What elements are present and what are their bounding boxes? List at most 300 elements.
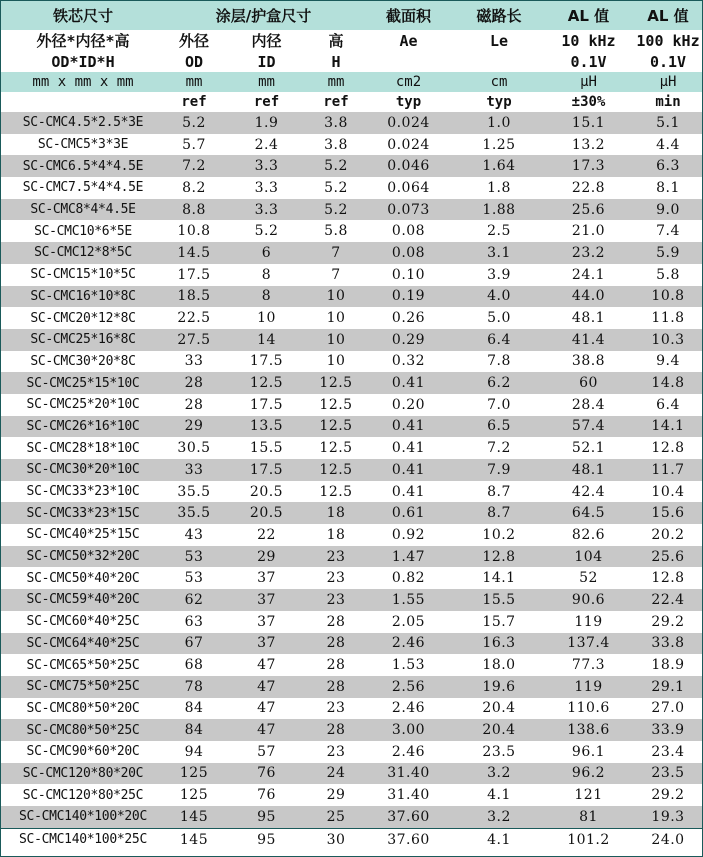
- id-cell: 17.5: [223, 351, 310, 373]
- od-cell: 62: [165, 589, 223, 611]
- le-cell: 19.6: [455, 676, 543, 698]
- id-cell: 37: [223, 633, 310, 655]
- id-cell: 15.5: [223, 437, 310, 459]
- id-cell: 76: [223, 784, 310, 806]
- od-cell: 78: [165, 676, 223, 698]
- header-qualifier: ±30%: [571, 94, 606, 110]
- table-row: [1, 763, 702, 785]
- od-cell: 28: [165, 394, 223, 416]
- table-row: [1, 220, 702, 242]
- le-cell: 1.25: [455, 134, 543, 156]
- od-cell: 67: [165, 633, 223, 655]
- od-cell: 43: [165, 524, 223, 546]
- header-path-length: 磁路长: [455, 1, 543, 30]
- header-param: 高: [328, 32, 344, 50]
- al-10k-cell: 64.5: [543, 502, 634, 524]
- le-cell: 1.8: [455, 177, 543, 199]
- le-cell: 16.3: [455, 633, 543, 655]
- table-row: [1, 199, 702, 221]
- ae-cell: 0.41: [362, 481, 455, 503]
- al-100k-cell: 23.5: [634, 763, 702, 785]
- al-100k-cell: 10.8: [634, 286, 702, 308]
- id-cell: 14: [223, 329, 310, 351]
- height-cell: 23: [310, 589, 362, 611]
- le-cell: 6.2: [455, 372, 543, 394]
- header-row-codes: [1, 51, 702, 72]
- al-100k-cell: 33.9: [634, 719, 702, 741]
- al-100k-cell: 12.8: [634, 437, 702, 459]
- id-cell: 17.5: [223, 394, 310, 416]
- table-row: [1, 676, 702, 698]
- table-row: [1, 372, 702, 394]
- height-cell: 5.2: [310, 199, 362, 221]
- height-cell: 12.5: [310, 416, 362, 438]
- ae-cell: 0.61: [362, 502, 455, 524]
- od-cell: 8.8: [165, 199, 223, 221]
- al-100k-cell: 6.3: [634, 155, 702, 177]
- ae-cell: 1.53: [362, 654, 455, 676]
- height-cell: 18: [310, 502, 362, 524]
- header-code: H: [331, 52, 341, 71]
- ae-cell: 0.26: [362, 307, 455, 329]
- header-code: [362, 51, 455, 72]
- height-cell: 12.5: [310, 437, 362, 459]
- table-row: [1, 633, 702, 655]
- header-unit: mm: [165, 72, 223, 92]
- ae-cell: 31.40: [362, 763, 455, 785]
- le-cell: 15.7: [455, 611, 543, 633]
- table-row: [1, 459, 702, 481]
- header-qualifier: ref: [181, 94, 207, 110]
- id-cell: 1.9: [223, 112, 310, 134]
- al-10k-cell: 44.0: [543, 286, 634, 308]
- od-cell: 35.5: [165, 502, 223, 524]
- ae-cell: 0.32: [362, 351, 455, 373]
- height-cell: 10: [310, 329, 362, 351]
- height-cell: 12.5: [310, 394, 362, 416]
- part-number-cell: SC-CMC64*40*25C: [1, 633, 165, 655]
- part-number-cell: SC-CMC60*40*25C: [1, 611, 165, 633]
- al-100k-cell: 20.2: [634, 524, 702, 546]
- header-unit: μH: [634, 72, 702, 92]
- height-cell: 12.5: [310, 372, 362, 394]
- al-100k-cell: 25.6: [634, 546, 702, 568]
- header-param: 100 kHz: [636, 31, 700, 50]
- header-param: 内径: [251, 32, 282, 50]
- part-number-cell: SC-CMC12*8*5C: [1, 242, 165, 264]
- al-100k-cell: 11.8: [634, 307, 702, 329]
- id-cell: 57: [223, 741, 310, 763]
- part-number-cell: SC-CMC6.5*4*4.5E: [1, 155, 165, 177]
- le-cell: 6.5: [455, 416, 543, 438]
- od-cell: 8.2: [165, 177, 223, 199]
- table-row: [1, 741, 702, 763]
- header-unit: cm: [455, 72, 543, 92]
- table-row: [1, 329, 702, 351]
- header-cross-section: 截面积: [362, 1, 455, 30]
- le-cell: 3.2: [455, 763, 543, 785]
- part-number-cell: SC-CMC28*18*10C: [1, 437, 165, 459]
- le-cell: 8.7: [455, 502, 543, 524]
- al-10k-cell: 28.4: [543, 394, 634, 416]
- header-code: 0.1V: [570, 52, 607, 71]
- al-10k-cell: 38.8: [543, 351, 634, 373]
- od-cell: 33: [165, 459, 223, 481]
- le-cell: 20.4: [455, 698, 543, 720]
- id-cell: 8: [223, 264, 310, 286]
- al-100k-cell: 6.4: [634, 394, 702, 416]
- ae-cell: 0.41: [362, 459, 455, 481]
- le-cell: 1.0: [455, 112, 543, 134]
- le-cell: 15.5: [455, 589, 543, 611]
- ae-cell: 1.55: [362, 589, 455, 611]
- header-al-10k: AL 值: [543, 1, 634, 30]
- le-cell: 7.9: [455, 459, 543, 481]
- od-cell: 30.5: [165, 437, 223, 459]
- ae-cell: 0.20: [362, 394, 455, 416]
- part-number-cell: SC-CMC20*12*8C: [1, 307, 165, 329]
- al-100k-cell: 10.4: [634, 481, 702, 503]
- al-100k-cell: 23.4: [634, 741, 702, 763]
- od-cell: 53: [165, 567, 223, 589]
- part-number-cell: SC-CMC33*23*15C: [1, 502, 165, 524]
- id-cell: 37: [223, 567, 310, 589]
- ae-cell: 2.46: [362, 633, 455, 655]
- od-cell: 84: [165, 698, 223, 720]
- height-cell: 28: [310, 676, 362, 698]
- header-code: OD: [184, 52, 204, 71]
- header-unit: mm: [310, 72, 362, 92]
- header-al-100k: AL 值: [634, 1, 702, 30]
- table-row: [1, 589, 702, 611]
- od-cell: 94: [165, 741, 223, 763]
- ae-cell: 0.41: [362, 372, 455, 394]
- al-10k-cell: 48.1: [543, 307, 634, 329]
- al-10k-cell: 57.4: [543, 416, 634, 438]
- le-cell: 8.7: [455, 481, 543, 503]
- height-cell: 30: [310, 828, 362, 850]
- height-cell: 28: [310, 633, 362, 655]
- height-cell: 3.8: [310, 134, 362, 156]
- header-code: OD*ID*H: [51, 52, 115, 71]
- od-cell: 22.5: [165, 307, 223, 329]
- id-cell: 3.3: [223, 155, 310, 177]
- id-cell: 47: [223, 676, 310, 698]
- le-cell: 1.88: [455, 199, 543, 221]
- id-cell: 47: [223, 654, 310, 676]
- table-row: [1, 481, 702, 503]
- al-10k-cell: 96.1: [543, 741, 634, 763]
- ae-cell: 0.10: [362, 264, 455, 286]
- part-number-cell: SC-CMC4.5*2.5*3E: [1, 112, 165, 134]
- le-cell: 3.2: [455, 806, 543, 828]
- id-cell: 17.5: [223, 459, 310, 481]
- table-row: [1, 437, 702, 459]
- al-10k-cell: 52: [543, 567, 634, 589]
- table-row: [1, 567, 702, 589]
- header-param: 外径: [178, 32, 209, 50]
- table-row: [1, 307, 702, 329]
- al-100k-cell: 7.4: [634, 220, 702, 242]
- od-cell: 27.5: [165, 329, 223, 351]
- al-10k-cell: 77.3: [543, 654, 634, 676]
- header-qualifier: typ: [486, 94, 512, 110]
- le-cell: 1.64: [455, 155, 543, 177]
- id-cell: 95: [223, 806, 310, 828]
- al-10k-cell: 137.4: [543, 633, 634, 655]
- part-number-cell: SC-CMC16*10*8C: [1, 286, 165, 308]
- ae-cell: 0.024: [362, 112, 455, 134]
- table-row: [1, 524, 702, 546]
- ae-cell: 0.073: [362, 199, 455, 221]
- header-unit: mm: [223, 72, 310, 92]
- le-cell: 6.4: [455, 329, 543, 351]
- ae-cell: 2.05: [362, 611, 455, 633]
- height-cell: 10: [310, 286, 362, 308]
- od-cell: 84: [165, 719, 223, 741]
- ae-cell: 0.046: [362, 155, 455, 177]
- id-cell: 20.5: [223, 502, 310, 524]
- table-row: [1, 242, 702, 264]
- height-cell: 5.2: [310, 177, 362, 199]
- le-cell: 14.1: [455, 567, 543, 589]
- table-row: [1, 134, 702, 156]
- table-row: [1, 177, 702, 199]
- id-cell: 2.4: [223, 134, 310, 156]
- id-cell: 6: [223, 242, 310, 264]
- ae-cell: 0.08: [362, 220, 455, 242]
- ae-cell: 0.41: [362, 416, 455, 438]
- al-100k-cell: 14.8: [634, 372, 702, 394]
- table-row: [1, 654, 702, 676]
- part-number-cell: SC-CMC15*10*5C: [1, 264, 165, 286]
- header-row-units: [1, 72, 702, 92]
- part-number-cell: SC-CMC33*23*10C: [1, 481, 165, 503]
- al-10k-cell: 24.1: [543, 264, 634, 286]
- ae-cell: 0.82: [362, 567, 455, 589]
- height-cell: 12.5: [310, 459, 362, 481]
- height-cell: 28: [310, 719, 362, 741]
- ae-cell: 0.92: [362, 524, 455, 546]
- al-100k-cell: 5.8: [634, 264, 702, 286]
- al-10k-cell: 52.1: [543, 437, 634, 459]
- header-param: Le: [489, 31, 509, 50]
- od-cell: 35.5: [165, 481, 223, 503]
- od-cell: 18.5: [165, 286, 223, 308]
- table-row: [1, 416, 702, 438]
- height-cell: 23: [310, 698, 362, 720]
- od-cell: 125: [165, 763, 223, 785]
- id-cell: 5.2: [223, 220, 310, 242]
- height-cell: 5.8: [310, 220, 362, 242]
- core-spec-table: [1, 1, 702, 850]
- id-cell: 29: [223, 546, 310, 568]
- height-cell: 7: [310, 242, 362, 264]
- al-10k-cell: 41.4: [543, 329, 634, 351]
- header-param: 10 kHz: [561, 31, 616, 50]
- id-cell: 37: [223, 589, 310, 611]
- od-cell: 125: [165, 784, 223, 806]
- al-100k-cell: 10.3: [634, 329, 702, 351]
- al-10k-cell: 110.6: [543, 698, 634, 720]
- height-cell: 25: [310, 806, 362, 828]
- id-cell: 10: [223, 307, 310, 329]
- table-row: [1, 286, 702, 308]
- table-row: [1, 828, 702, 850]
- id-cell: 47: [223, 719, 310, 741]
- id-cell: 37: [223, 611, 310, 633]
- al-10k-cell: 21.0: [543, 220, 634, 242]
- al-10k-cell: 17.3: [543, 155, 634, 177]
- le-cell: 23.5: [455, 741, 543, 763]
- header-row-titles: [1, 1, 702, 30]
- al-100k-cell: 14.1: [634, 416, 702, 438]
- al-10k-cell: 15.1: [543, 112, 634, 134]
- ae-cell: 3.00: [362, 719, 455, 741]
- le-cell: 5.0: [455, 307, 543, 329]
- id-cell: 95: [223, 828, 310, 850]
- al-10k-cell: 90.6: [543, 589, 634, 611]
- al-100k-cell: 22.4: [634, 589, 702, 611]
- header-qualifier: [1, 92, 165, 112]
- table-row: [1, 546, 702, 568]
- al-10k-cell: 96.2: [543, 763, 634, 785]
- part-number-cell: SC-CMC140*100*25C: [1, 828, 165, 850]
- table-row: [1, 155, 702, 177]
- ae-cell: 0.064: [362, 177, 455, 199]
- ae-cell: 2.56: [362, 676, 455, 698]
- al-10k-cell: 42.4: [543, 481, 634, 503]
- height-cell: 10: [310, 351, 362, 373]
- id-cell: 22: [223, 524, 310, 546]
- al-100k-cell: 29.1: [634, 676, 702, 698]
- al-10k-cell: 60: [543, 372, 634, 394]
- header-core-size: 铁芯尺寸: [1, 1, 165, 30]
- height-cell: 12.5: [310, 481, 362, 503]
- part-number-cell: SC-CMC25*15*10C: [1, 372, 165, 394]
- al-10k-cell: 104: [543, 546, 634, 568]
- le-cell: 7.8: [455, 351, 543, 373]
- header-coating-size: 涂层/护盒尺寸: [165, 1, 362, 30]
- le-cell: 7.0: [455, 394, 543, 416]
- header-code: [455, 51, 543, 72]
- ae-cell: 37.60: [362, 806, 455, 828]
- al-100k-cell: 9.4: [634, 351, 702, 373]
- table-row: [1, 719, 702, 741]
- od-cell: 10.8: [165, 220, 223, 242]
- al-100k-cell: 24.0: [634, 828, 702, 850]
- table-row: [1, 394, 702, 416]
- od-cell: 29: [165, 416, 223, 438]
- al-10k-cell: 121: [543, 784, 634, 806]
- header-code: ID: [257, 52, 276, 71]
- id-cell: 20.5: [223, 481, 310, 503]
- height-cell: 29: [310, 784, 362, 806]
- id-cell: 8: [223, 286, 310, 308]
- al-100k-cell: 27.0: [634, 698, 702, 720]
- ae-cell: 0.024: [362, 134, 455, 156]
- al-100k-cell: 9.0: [634, 199, 702, 221]
- od-cell: 145: [165, 828, 223, 850]
- table-row: [1, 784, 702, 806]
- header-unit: mm x mm x mm: [1, 72, 165, 92]
- table-row: [1, 806, 702, 828]
- od-cell: 63: [165, 611, 223, 633]
- al-10k-cell: 25.6: [543, 199, 634, 221]
- part-number-cell: SC-CMC8*4*4.5E: [1, 199, 165, 221]
- al-10k-cell: 23.2: [543, 242, 634, 264]
- part-number-cell: SC-CMC59*40*20C: [1, 589, 165, 611]
- le-cell: 3.9: [455, 264, 543, 286]
- header-param: Ae: [399, 31, 418, 50]
- height-cell: 18: [310, 524, 362, 546]
- ae-cell: 2.46: [362, 741, 455, 763]
- ae-cell: 0.29: [362, 329, 455, 351]
- ae-cell: 37.60: [362, 828, 455, 850]
- header-qualifier: min: [655, 94, 681, 110]
- od-cell: 7.2: [165, 155, 223, 177]
- part-number-cell: SC-CMC25*20*10C: [1, 394, 165, 416]
- height-cell: 23: [310, 741, 362, 763]
- al-100k-cell: 18.9: [634, 654, 702, 676]
- ae-cell: 0.19: [362, 286, 455, 308]
- part-number-cell: SC-CMC7.5*4*4.5E: [1, 177, 165, 199]
- id-cell: 76: [223, 763, 310, 785]
- height-cell: 23: [310, 567, 362, 589]
- al-100k-cell: 5.9: [634, 242, 702, 264]
- part-number-cell: SC-CMC80*50*25C: [1, 719, 165, 741]
- ae-cell: 1.47: [362, 546, 455, 568]
- header-qualifier: ref: [323, 94, 349, 110]
- id-cell: 12.5: [223, 372, 310, 394]
- table-row: [1, 112, 702, 134]
- header-code: 0.1V: [649, 52, 687, 71]
- al-100k-cell: 29.2: [634, 611, 702, 633]
- height-cell: 23: [310, 546, 362, 568]
- height-cell: 28: [310, 611, 362, 633]
- al-100k-cell: 12.8: [634, 567, 702, 589]
- height-cell: 28: [310, 654, 362, 676]
- ae-cell: 31.40: [362, 784, 455, 806]
- header-unit: μH: [543, 72, 634, 92]
- le-cell: 4.1: [455, 784, 543, 806]
- height-cell: 24: [310, 763, 362, 785]
- al-100k-cell: 15.6: [634, 502, 702, 524]
- le-cell: 2.5: [455, 220, 543, 242]
- ae-cell: 0.08: [362, 242, 455, 264]
- header-row-params: [1, 30, 702, 51]
- al-100k-cell: 11.7: [634, 459, 702, 481]
- part-number-cell: SC-CMC75*50*25C: [1, 676, 165, 698]
- od-cell: 5.2: [165, 112, 223, 134]
- od-cell: 33: [165, 351, 223, 373]
- al-10k-cell: 81: [543, 806, 634, 828]
- part-number-cell: SC-CMC5*3*3E: [1, 134, 165, 156]
- header-qualifier: ref: [253, 94, 280, 110]
- ae-cell: 0.41: [362, 437, 455, 459]
- header-row-qualifiers: [1, 92, 702, 112]
- al-100k-cell: 8.1: [634, 177, 702, 199]
- le-cell: 4.0: [455, 286, 543, 308]
- part-number-cell: SC-CMC65*50*25C: [1, 654, 165, 676]
- al-10k-cell: 22.8: [543, 177, 634, 199]
- part-number-cell: SC-CMC40*25*15C: [1, 524, 165, 546]
- le-cell: 7.2: [455, 437, 543, 459]
- header-unit: cm2: [362, 72, 455, 92]
- header-param: 外径*内径*高: [36, 32, 130, 50]
- height-cell: 5.2: [310, 155, 362, 177]
- le-cell: 12.8: [455, 546, 543, 568]
